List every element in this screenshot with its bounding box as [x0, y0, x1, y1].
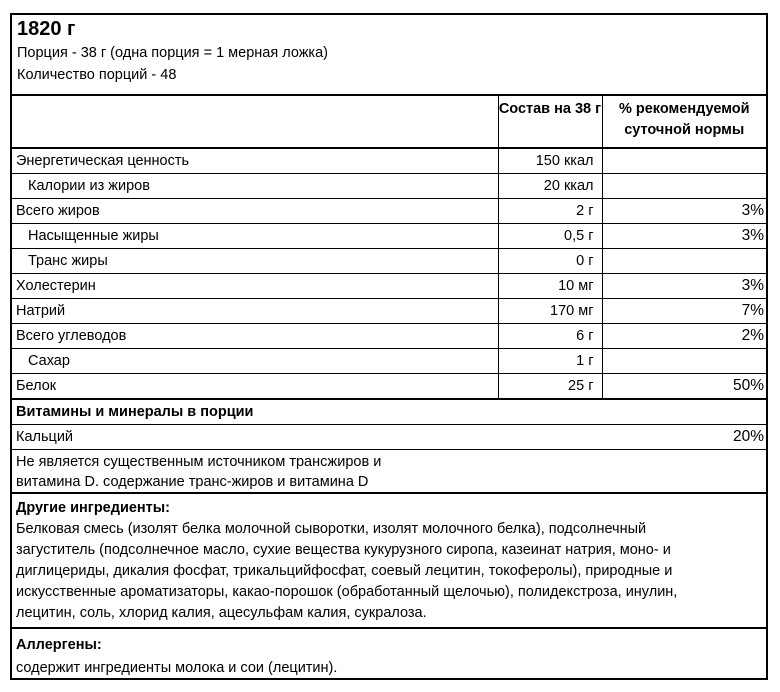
nutrient-amount: 0,5 г	[498, 224, 602, 249]
nutrient-name: Всего жиров	[12, 199, 498, 224]
table-row	[12, 324, 766, 349]
nutrient-daily: 3%	[602, 199, 766, 224]
header-empty-cell	[12, 96, 498, 148]
nutrient-amount: 10 мг	[498, 274, 602, 299]
table-row	[12, 374, 766, 400]
table-row	[12, 274, 766, 299]
nutrient-daily: 2%	[602, 324, 766, 349]
nutrient-amount: 25 г	[498, 374, 602, 400]
nutrient-name: Калории из жиров	[12, 174, 498, 199]
nutrient-amount: 0 г	[498, 249, 602, 274]
ingredients-line: Белковая смесь (изолят белка молочной сыворотки, изолят молочного белка), подсолнечный	[16, 521, 647, 537]
nutrient-daily	[602, 148, 766, 174]
vitamins-table	[12, 425, 766, 450]
nutrient-daily	[602, 349, 766, 374]
calcium-name: Кальций	[12, 425, 389, 450]
nutrient-name: Насыщенные жиры	[12, 224, 498, 249]
vitamins-title: Витамины и минералы в порции	[12, 400, 766, 425]
trans-fat-note	[12, 450, 766, 494]
allergens-title: Аллергены:	[16, 637, 102, 653]
nutrient-daily	[602, 174, 766, 199]
table-row	[12, 299, 766, 324]
table-row	[12, 148, 766, 174]
table-header-row	[12, 96, 766, 148]
nutrient-amount: 170 мг	[498, 299, 602, 324]
allergens-text: содержит ингредиенты молока и сои (лецитин).	[16, 660, 338, 676]
nutrient-name: Сахар	[12, 349, 498, 374]
ingredients-line: искусственные ароматизаторы, какао-порошок (обработанный щелочью), полидекстроза, инулин,	[16, 584, 678, 600]
table-row	[12, 199, 766, 224]
serving-size: Порция - 38 г (одна порция = 1 мерная ложка)	[17, 45, 328, 61]
package-weight: 1820 г	[17, 18, 76, 40]
label-header	[12, 15, 766, 96]
note-line: витамина D. содержание транс-жиров и витамина D	[16, 474, 369, 490]
nutrient-amount: 2 г	[498, 199, 602, 224]
servings-count: Количество порций - 48	[17, 67, 177, 83]
allergens	[12, 629, 766, 679]
table-row	[12, 249, 766, 274]
nutrient-amount: 20 ккал	[498, 174, 602, 199]
nutrition-table	[12, 96, 766, 400]
nutrient-daily	[602, 249, 766, 274]
ingredients-line: лецитин, соль, хлорид калия, ацесульфам калия, сукралоза.	[16, 605, 427, 621]
other-ingredients-title: Другие ингредиенты:	[16, 500, 170, 516]
nutrient-amount: 150 ккал	[498, 148, 602, 174]
nutrient-daily: 50%	[602, 374, 766, 400]
nutrient-name: Белок	[12, 374, 498, 400]
nutrient-daily: 3%	[602, 274, 766, 299]
nutrient-daily: 3%	[602, 224, 766, 249]
table-row	[12, 224, 766, 249]
note-line: Не является существенным источником трансжиров и	[16, 454, 382, 470]
calcium-daily: 20%	[389, 425, 766, 450]
nutrient-amount: 1 г	[498, 349, 602, 374]
ingredients-line: загуститель (подсолнечное масло, сухие вещества кукурузного сиропа, казеинат натрия, моно- и	[16, 542, 671, 558]
nutrient-name: Холестерин	[12, 274, 498, 299]
col-daily-header: % рекомендуемой суточной нормы	[602, 96, 766, 148]
nutrition-label	[10, 13, 768, 680]
nutrient-name: Энергетическая ценность	[12, 148, 498, 174]
col-amount-header: Состав на 38 г	[498, 96, 602, 148]
table-row	[12, 425, 766, 450]
table-row	[12, 174, 766, 199]
nutrient-name: Натрий	[12, 299, 498, 324]
ingredients-line: диглицериды, дикалия фосфат, трикальцийфосфат, соевый лецитин, токоферолы), природные и	[16, 563, 673, 579]
table-row	[12, 349, 766, 374]
nutrient-daily: 7%	[602, 299, 766, 324]
nutrient-name: Транс жиры	[12, 249, 498, 274]
nutrient-amount: 6 г	[498, 324, 602, 349]
other-ingredients	[12, 494, 766, 629]
nutrient-name: Всего углеводов	[12, 324, 498, 349]
